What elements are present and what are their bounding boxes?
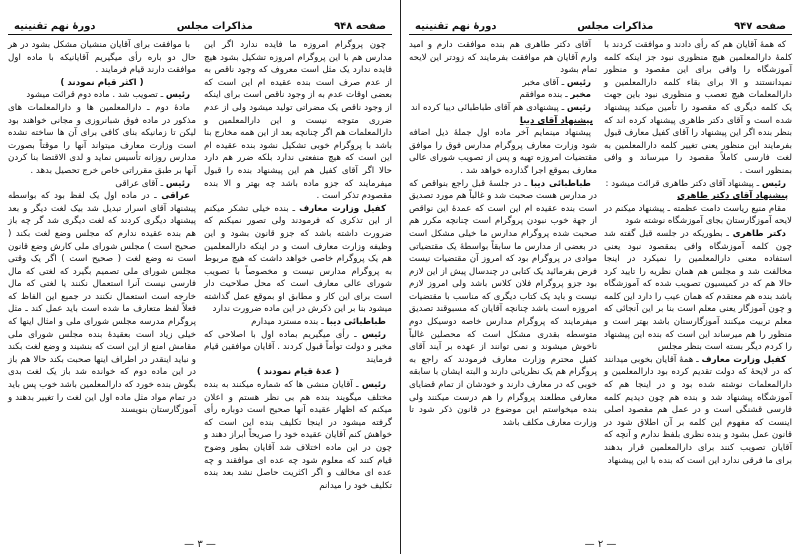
speaker-name: مخبر xyxy=(570,90,591,101)
paragraph: آقای دکتر طاهری هم بنده موافقت دارم و امید وارم آقایان هم موافقت بفرمایند که زودتر این لایحه تمام بشود xyxy=(409,40,597,76)
speech-text: ـ بطوریکه در جلسه قبل گفته شد چون کلمه آموزشگاه وافی بمقصود نبود یعنی استفاده معنی دارالمعلمین را نمیکرد در اینجا مخالفت شد و مجلس هم همان نظریه را تایید کرد حالا هم که در کمیسیون تصویب شده که آموزشگاه باشد بنده هم معتقدم که همان عیب را دارد این کلمه و چون آموزگار یعنی معلم است بنا بر این آنجائی که معلم تربیت میکنند آموزگارستان باشد بهتر است و منظور را هم میرساند این است که بنده این پیشنهاد را کردم دیگر بسته است بنظر مجلس xyxy=(604,228,792,353)
speaker-name: رئیس xyxy=(566,77,591,88)
speech-text: ـ آقای عراقی xyxy=(115,178,166,189)
speech-paragraph xyxy=(204,316,392,329)
speech-paragraph xyxy=(204,203,392,316)
page-header xyxy=(409,14,792,35)
speech-paragraph xyxy=(409,178,597,430)
speech-paragraph xyxy=(8,89,196,102)
page-right xyxy=(400,0,800,554)
speaker-name: رئیس xyxy=(165,178,190,189)
speaker-name: طباطبائی دیبا xyxy=(530,178,591,189)
paragraph: چون پروگرام امروزه ما فایده ندارد اگر این مدارس هم با این پروگرام امروزه تشکیل بشود هیچ فایده ندارد یک مثل است معروف که وجود ناقص به از عدم صرف است بنده عقیده ام این است که بعضی اوقات عدم به از وجود ناقص است برای اینکه از وجود ناقص یک مضراتی تولید میشود ولی از عدم ضرری متوجه نیست و این دارالمعلمین و دارالمعلمات هم اگر چنانچه بعد از این همه مخارج بنا باشد با پروگرام خوبی تشکیل نشود بنده عقیده ام این است که هیچ منفعتی ندارد بلکه ضرر هم دارد حالا اگر آقای کفیل هم این پیشنهاد بنده را قبول میفرمایند که جزو ماده باشد چه بهتر و الا بنده مقصودم تذکر است . xyxy=(204,40,392,202)
page-footer-number: — ۳ — xyxy=(184,539,216,550)
speech-paragraph xyxy=(204,379,392,492)
proposal-heading: پیشنهاد آقای دکتر طاهری xyxy=(677,191,788,202)
column-right xyxy=(204,39,392,537)
speaker-name: دکتر طاهری xyxy=(732,228,786,239)
speech-text: ـ آقای مخبر xyxy=(522,77,567,88)
text-columns xyxy=(409,39,792,537)
page-number: صفحه ۹۴۸ xyxy=(334,21,386,32)
stage-note: ( اکثر قیام نمودند ) xyxy=(60,77,144,88)
speech-paragraph xyxy=(204,329,392,367)
volume-label: دورهٔ نهم تقنینیه xyxy=(14,21,96,32)
volume-label: دورهٔ نهم تقنینیه xyxy=(415,21,497,32)
page-title: مذاکرات مجلس xyxy=(176,21,253,32)
speaker-name: کفیل وزارت معارف xyxy=(299,203,386,214)
column-left xyxy=(8,39,196,537)
speech-text: ـ آقایان منشی ها که شماره میکنند به بنده مختلف میگویند بنده هم بی نظر هستم و اعلان میکنم که اظهار عقیده آنها صحیح است دوباره رأی گرفته میشود در اینجا تکلیف بنده این است که خواهش کنم آقایان عقیده خود را صریحاً ابراز دهند و چون در این ماده اختلاف شد آقایان بطور وضوح قیام کنند که معلوم شود چه عده ای موافقند و چه عده ای مخالف و اگر اکثریت حاصل نشد بعد بنده تکلیف خود را میدانم xyxy=(204,380,392,491)
stage-note: ( عدهٔ قیام نمودند ) xyxy=(256,367,340,378)
speech-paragraph xyxy=(409,102,597,115)
text-columns xyxy=(8,39,392,537)
speaker-name: رئیس xyxy=(761,178,786,189)
speech-paragraph xyxy=(604,178,792,191)
proposal-heading: پیشنهاد آقای دیبا xyxy=(519,115,593,126)
speaker-name: طباطبائی دیبا xyxy=(326,317,386,328)
speech-text: ـ رأی میگیریم بماده اول با اصلاحی که مخبر و دولت توأماً قبول کردند . آقایان موافقین قیام فرمایند xyxy=(204,329,392,365)
speech-text: ـ پیشنهاد آقای دکتر طاهری قرائت میشود : xyxy=(605,178,762,189)
speech-text: ـ بنده موافقم xyxy=(519,90,571,101)
paragraph: با موافقت برای آقایان منشیان مشکل بشود در هر حال دو باره رأی میگیریم آقایانیکه با ماده اول موافقت دارند قیام فرمایند . xyxy=(8,40,196,76)
speech-paragraph xyxy=(409,89,597,102)
paragraph: مادهٔ دوم ـ دارالمعلمین ها و دارالمعلمات های مذکور در ماده فوق شبانروزی و مجانی خواهند بود لیکن تا زمانیکه بنای کافی برای آن ها ساخته نشده است وزارت معارف میتواند آنها را موقتاً بصورت مدارس روزانه تأسیس نماید و لدی الاقتضا بنا کردن آنها بر طبق مقرراتی خاص خرج تحصیل بدهد . xyxy=(8,102,196,176)
speech-text: ـ پیشنهادی هم آقای طباطبائی دیبا کرده اند xyxy=(410,102,567,113)
speech-text: ـ بنده خیلی تشکر میکنم از این تذکری که فرمودند ولی تصور نمیکنم که ضرورت داشته باشد که جزو قانون بشود و این وظیفه وزارت معارف است و در اینکه دارالمعلمین هم یک پروگرام خاصی خواهد داشت که هیچ مربوط به پروگرام مدارس نیست و مخصوصاً با تصویب شورای عالی معارف است که محل صلاحیت دار است برای این کار و مطابق او بموقع عمل گذاشته میشود بنا بر این ذکرش در این ماده ضرورت ندارد xyxy=(204,203,392,315)
speech-text: ـ بنده مسترد میدارم xyxy=(251,317,327,328)
page-title: مذاکرات مجلس xyxy=(577,21,654,32)
speaker-name: رئیس xyxy=(361,380,386,391)
speaker-name: کفیل وزارت معارف xyxy=(701,354,787,365)
speech-text: ـ در ماده اول یک لفظ بود که بواسطه پیشنهاد آقای اسرار تبدیل شد بیک لغت دیگر و بعد پیشنهاد دیگری کردند که لغت دیگری شد گر چه باز هم بنده عقیده ندارم که مجلس وضع لغت بکند ( صحیح است ) مجلس شورای ملی کارش وضع قانون است نه وضع لغت ( صحیح است ) اگر یک وقتی مجلس شورای ملی تصمیم بگیرد که لغتی که مال فارسی نیست آنرا استعمال نکنند یا لغتی که مال خارجه است استعمال نکنند در جمیع این الفاظ که فعلاً لفظ متعارف ما شده است باید عمل کند ـ مثل پروگرام مدرسه مجلس شورای ملی و امثال اینها که خیلی زیاد است بعقیدهٔ بنده مجلس شورای ملی مقامش امنع از این است که بنشیند و وضع لغت بکند و نباید اینقدر در اطراف اینها صحبت بکند حالا هم باز در این ماده دوم که خوانده شد باز یک لغت بدی بگوش بنده خورد که دارالمعلمین باشد خوب پس باید در تمام مواد مثل ماده اول این لغت را تغییر بدهند و آموزگارستان بنویسند xyxy=(8,191,196,416)
speech-text: ـ همهٔ آقایان بخوبی میدانند که در لایحهٔ که دولت تقدیم کرده بود دارالمعلمین و دارالمعلمات نوشته شده بود و در اینجا هم که آموزشگاه پیشنهاد شد و بنده هم چون دیدیم کلمه فارسی قشنگی است و در عمل هم مقصود اصلی اینست که مفهوم این کلمه بر آن اطلاق شود در قانون عمل بشود و بنده نظری بلفظ ندارم و آنچه که آقایان تصویب کنند برای دارالمعلمین قرار بدهند برای ما فرقی ندارد این است که بنده با این پیشنهاد xyxy=(604,354,792,466)
paragraph: که همهٔ آقایان هم که رأی دادند و موافقت کردند با کلمهٔ دارالمعلمین هیچ منظوری نبود جز اینکه کلمه آموزشگاه را وافی برای این مقصود و منظور نمیدانستند و الا برای بقاء کلمه دارالمعلمین و دارالمعلمات هیچ تعصب و منظوری نبود باین جهت یک کلمه دیگری که مقصود را تأمین میکند پیشنهاد شده است و آقای دکتر طاهری پیشنهاد کرده اند که بنظر بنده اگر این پیشنهاد را آقای کفیل معارف قبول بفرمایند این منظور یعنی تغییر کلمه دارالمعلمین به لغت فارسی کاملاً مقصود را میرساند و وافی بمنظور است . xyxy=(604,40,792,176)
column-right xyxy=(604,39,792,537)
speech-paragraph xyxy=(409,77,597,90)
speech-text: ـ در جلسهٔ قبل راجع بنواقص که در مدارس هست صحبت شد و غالباً هم مورد تصدیق است بنده عقیده ام این است که عمدهٔ این نواقص از جهة خوب نبودن پروگرام است چنانچه مکرر هم صحبت شده پروگرام مدارس ما خیلی مشکل است در بعضی از مدارس ما سابقاً بواسطهٔ یک مقتضیاتی موادی در پروگرام بود که امروز آن مقتضیات نیست فرض بفرمائید یک کتابی در چندسال پیش از این لازم بود جزو پروگرام فلان کلاس باشد ولی امروز لازم نیست و باید یک کتاب دیگری که مناسب با مقتضیات امروزه است باشد چنانچه آقایان که مسبوقند تصدیق میفرمایند که پروگرام مدارس خاصه دوسیکل دوم متوسطه بقدری مشکل است که محصلین غالباً ناخوش میشوند و نمی توانند از عهده بر آیند آقای کفیل محترم وزارت معارف فرمودند که راجع به پروگرام هم یک نظریاتی دارند و البته ایشان با سابقه خوبی که در معارف دارند و خودشان از تمام قضایای معارفی مطلعند پروگرام را هم درست میکنند ولی بنده میخواستم این موضوع در قانون ذکر شود تا وزارت معارف مکلف باشد xyxy=(409,178,597,428)
page-footer-number: — ۲ — xyxy=(584,539,617,550)
speech-paragraph xyxy=(8,190,196,417)
page-number: صفحه ۹۴۷ xyxy=(734,21,786,32)
page-header xyxy=(8,14,392,35)
speaker-name: رئیس xyxy=(566,102,591,113)
speaker-name: رئیس xyxy=(165,90,190,101)
speech-paragraph xyxy=(604,228,792,354)
speech-paragraph xyxy=(604,354,792,467)
speaker-name: عراقی xyxy=(161,191,190,202)
paragraph: مقام منیع ریاست دامت عظمته ـ پیشنهاد میکنم در لایحه آموزگارستان بجای آموزشگاه نوشته شود xyxy=(604,203,792,227)
paragraph: پیشنهاد مینمایم آخر ماده اول جملهٔ ذیل اضافه شود وزارت معارف پروگرام مدارس فوق را موافق مقتضیات امروزه تهیه و پس از تصویب شورای عالی معارف بموقع اجرا گذارده خواهد شد . xyxy=(409,128,597,176)
speaker-name: رئیس xyxy=(361,329,386,340)
speech-text: ـ تصویب شد . ماده دوم قرائت میشود xyxy=(26,90,166,101)
speech-paragraph xyxy=(8,178,196,191)
column-left xyxy=(409,39,597,537)
